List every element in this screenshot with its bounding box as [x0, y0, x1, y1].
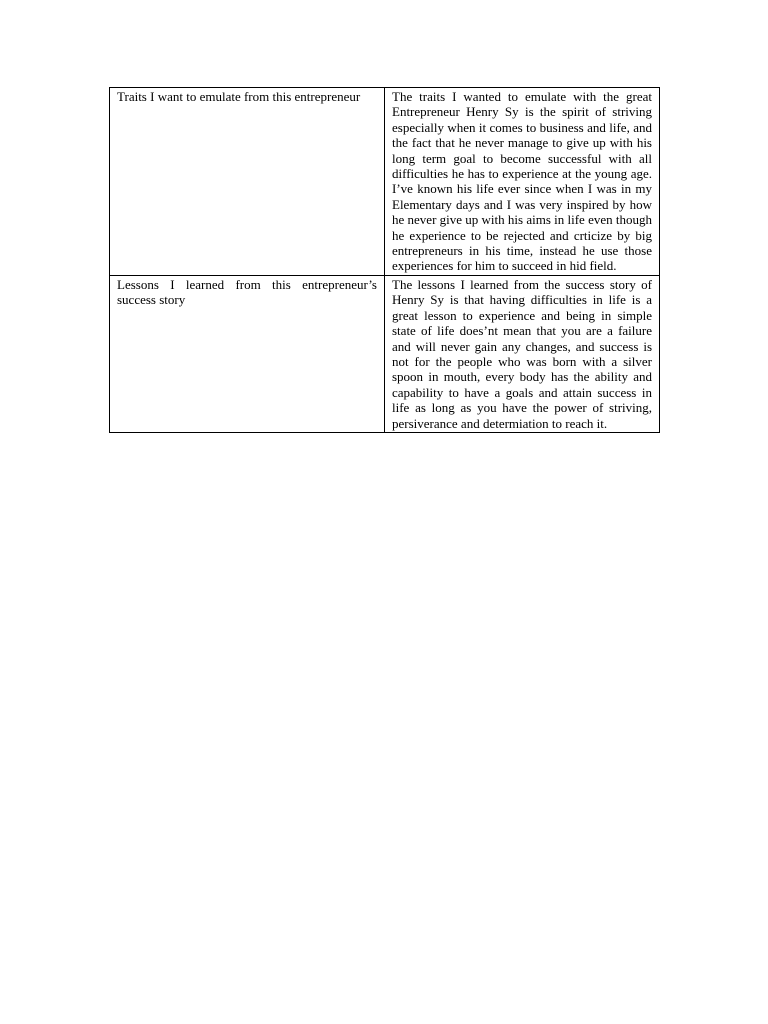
table-cell-label	[110, 275, 385, 432]
row-label-lessons: Lessons I learned from this entrepreneur’s success story	[117, 276, 377, 308]
table-cell-content	[385, 275, 660, 432]
row-label-traits: Traits I want to emulate from this entrepreneur	[117, 89, 361, 104]
reflection-table	[109, 87, 660, 433]
table-row	[110, 88, 660, 276]
table-row	[110, 275, 660, 432]
row-content-lessons: The lessons I learned from the success story of Henry Sy is that having difficulties in life is a great lesson to experience and being in simple state of life does’nt mean that you are a failure and will never gain any changes, and success is not for the people who was born with a silver spoon in mouth, every body has the ability and capability to have a goals and attain success in life as long as you have the power of striving, persiverance and determiation to reach it.	[392, 276, 652, 431]
table-cell-content	[385, 88, 660, 276]
row-content-traits: The traits I wanted to emulate with the great Entrepreneur Henry Sy is the spirit of striving especially when it comes to business and life, and the fact that he never manage to give up with his long term goal to become successful with all difficulties he has to experience at the young age. I’ve known his life ever since when I was in my Elementary days and I was very inspired by how he never give up with his aims in life even though he experience to be rejected and crticize by big entrepreneurs in his time, instead he use those experiences for him to succeed in hid field.	[392, 89, 652, 274]
table-cell-label	[110, 88, 385, 276]
